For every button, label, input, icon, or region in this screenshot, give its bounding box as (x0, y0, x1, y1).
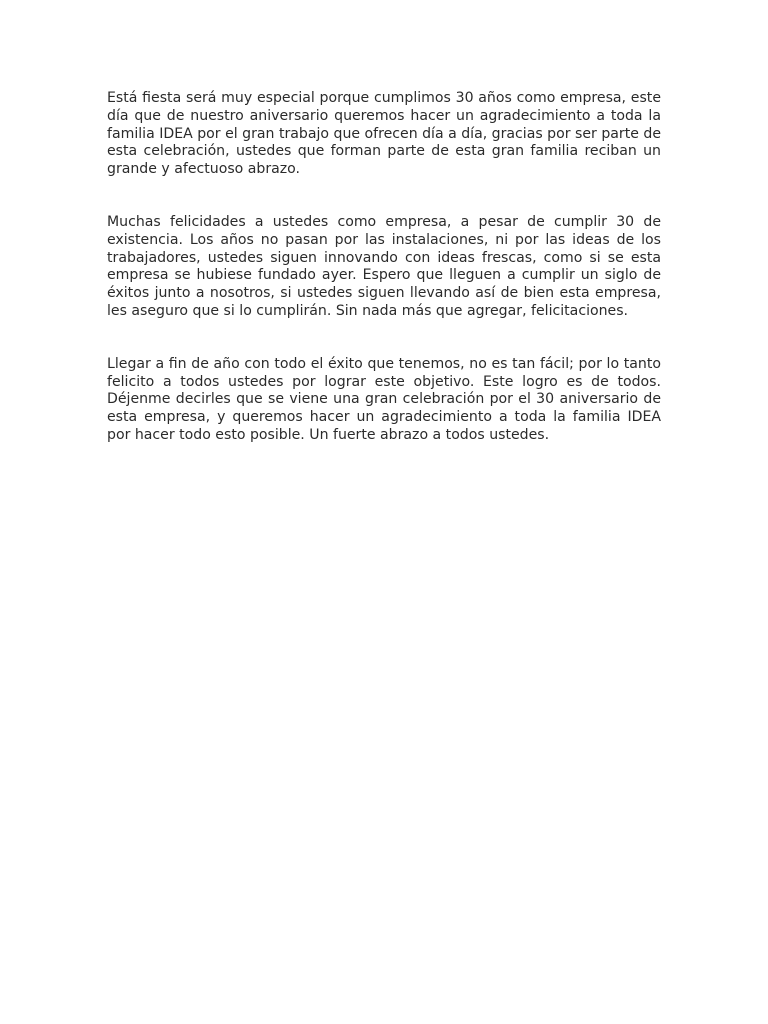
paragraph-year-end-success: Llegar a fin de año con todo el éxito que tenemos, no es tan fácil; por lo tanto felicito a todos ustedes por lograr este objetivo. Este logro es de todos. Déjenme decirles que se viene una gran celebración por el 30 aniversario de esta empresa, y queremos hacer un agradecimiento a toda la familia IDEA por hacer todo esto posible. Un fuerte abrazo a todos ustedes. (107, 355, 661, 443)
document-body (107, 90, 661, 445)
paragraph-congratulations: Muchas felicidades a ustedes como empresa, a pesar de cumplir 30 de existencia. Los años no pasan por las instalaciones, ni por las ideas de los trabajadores, ustedes siguen innovando con ideas frescas, como si se esta empresa se hubiese fundado ayer. Espero que lleguen a cumplir un siglo de éxitos junto a nosotros, si ustedes siguen llevando así de bien esta empresa, les aseguro que si lo cumplirán. Sin nada más que agregar, felicitaciones. (107, 213, 661, 319)
paragraph-anniversary-party: Está fiesta será muy especial porque cumplimos 30 años como empresa, este día que de nuestro aniversario queremos hacer un agradecimiento a toda la familia IDEA por el gran trabajo que ofrecen día a día, gracias por ser parte de esta celebración, ustedes que forman parte de esta gran familia reciban un grande y afectuoso abrazo. (107, 90, 661, 178)
